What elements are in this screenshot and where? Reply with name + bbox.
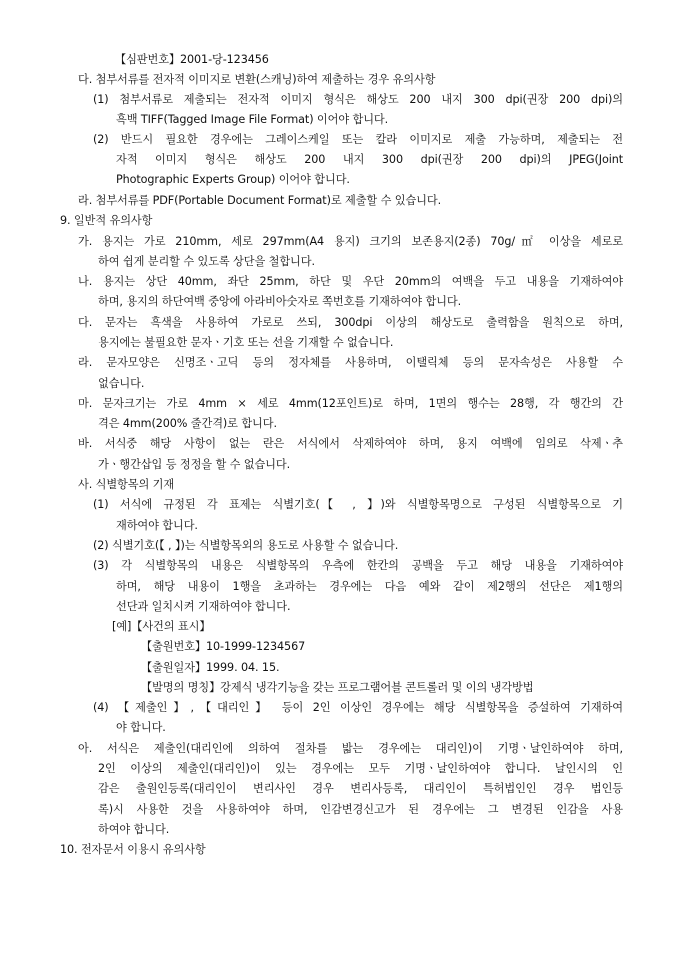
sub-item-2-line1: (2) 반드시 필요한 경우에는 그레이스케일 또는 칼라 이미지로 제출 가능하며, 제출되는 전 bbox=[93, 133, 623, 146]
sa-sub-3-line3: 선단과 일치시켜 기재하여야 합니다. bbox=[116, 600, 291, 613]
item-ma-line1: 마. 문자크기는 가로 4mm × 세로 4mm(12포인트)로 하며, 1면의 행수는 28행, 각 행간의 간 bbox=[78, 397, 623, 410]
item-ba-line2: 가ㆍ행간삽입 등 정정을 할 수 없습니다. bbox=[98, 458, 291, 471]
item-ra-pdf: 라. 첨부서류를 PDF(Portable Document Format)로 제출할 수 있습니다. bbox=[78, 194, 442, 207]
item-sa-heading: 사. 식별항목의 기재 bbox=[78, 478, 175, 491]
trial-number-line: 【심판번호】2001-당-123456 bbox=[115, 53, 269, 66]
sa-sub-4-line1: (4) 【제출인】,【대리인】 등이 2인 이상인 경우에는 해당 식별항목을 증설하여 기재하여 bbox=[93, 701, 623, 714]
item-a-line2: 2인 이상의 제출인(대리인)이 있는 경우에는 모두 기명ㆍ날인하여야 합니다. 날인시의 인 bbox=[98, 762, 623, 775]
item-a-line3: 감은 출원인등록(대리인이 변리사인 경우 변리사등록, 대리인이 특허법인인 경우 법인등 bbox=[98, 782, 623, 795]
item-a-line1: 아. 서식은 제출인(대리인에 의하여 절차를 밟는 경우에는 대리인)이 기명ㆍ날인하여야 하며, bbox=[78, 742, 623, 755]
section-10-heading: 10. 전자문서 이용시 유의사항 bbox=[60, 843, 206, 856]
example-invention-title: 【발명의 명칭】강제식 냉각기능을 갖는 프로그램어블 콘트롤러 및 이의 냉각방법 bbox=[141, 681, 534, 694]
item-da-line1: 다. 문자는 흑색을 사용하여 가로로 쓰되, 300dpi 이상의 해상도로 출력함을 원칙으로 하며, bbox=[78, 316, 623, 329]
item-ra-line2: 없습니다. bbox=[98, 377, 145, 390]
item-ba-line1: 바. 서식중 해당 사항이 없는 란은 서식에서 삭제하여야 하며, 용지 여백에 임의로 삭제ㆍ추 bbox=[78, 437, 623, 450]
sub-item-2-line2: 자적 이미지 형식은 해상도 200 내지 300 dpi(권장 200 dpi)의 JPEG(Joint bbox=[116, 153, 623, 166]
item-ma-line2: 격은 4mm(200% 줄간격)로 합니다. bbox=[98, 417, 277, 430]
item-a-line5: 하여야 합니다. bbox=[98, 823, 170, 836]
example-application-number: 【출원번호】10-1999-1234567 bbox=[141, 640, 306, 653]
sa-sub-1-line2: 재하여야 합니다. bbox=[116, 519, 198, 532]
example-application-date: 【출원일자】1999. 04. 15. bbox=[141, 661, 280, 674]
sa-sub-2: (2) 식별기호(【 , 】)는 식별항목외의 용도로 사용할 수 없습니다. bbox=[93, 539, 399, 552]
example-case-label: [예]【사건의 표시】 bbox=[112, 620, 211, 633]
item-a-line4: 록)시 사용한 것을 사용하여야 하며, 인감변경신고가 된 경우에는 그 변경된 인감을 사용 bbox=[98, 803, 623, 816]
sub-item-1-line2: 흑백 TIFF(Tagged Image File Format) 이어야 합니다. bbox=[116, 113, 389, 126]
sa-sub-1-line1: (1) 서식에 규정된 각 표제는 식별기호(【 , 】)와 식별항목명으로 구성된 식별항목으로 기 bbox=[93, 498, 623, 511]
item-ga-line2: 하여 쉽게 분리할 수 있도록 상단을 철합니다. bbox=[98, 255, 315, 268]
item-ga-line1: 가. 용지는 가로 210mm, 세로 297mm(A4 용지) 크기의 보존용지(2종) 70g/㎡ 이상을 세로로 bbox=[78, 235, 623, 248]
sub-item-1-line1: (1) 첨부서류로 제출되는 전자적 이미지 형식은 해상도 200 내지 300 dpi(권장 200 dpi)의 bbox=[93, 93, 623, 106]
sub-item-2-line3: Photographic Experts Group) 이어야 합니다. bbox=[116, 173, 350, 186]
section-9-heading: 9. 일반적 유의사항 bbox=[60, 214, 153, 227]
sa-sub-3-line1: (3) 각 식별항목의 내용은 식별항목의 우측에 한칸의 공백을 두고 해당 내용을 기재하여야 bbox=[93, 559, 623, 572]
item-da-heading: 다. 첨부서류를 전자적 이미지로 변환(스캐닝)하여 제출하는 경우 유의사항 bbox=[78, 73, 436, 86]
item-na-line1: 나. 용지는 상단 40mm, 좌단 25mm, 하단 및 우단 20mm의 여백을 두고 내용을 기재하여야 bbox=[78, 275, 623, 288]
item-na-line2: 하며, 용지의 하단여백 중앙에 아라비아숫자로 쪽번호를 기재하여야 합니다. bbox=[98, 295, 462, 308]
item-ra-line1: 라. 문자모양은 신명조ㆍ고딕 등의 정자체를 사용하며, 이탤릭체 등의 문자속성은 사용할 수 bbox=[78, 356, 623, 369]
item-da-line2: 용지에는 불필요한 문자ㆍ기호 또는 선을 기재할 수 없습니다. bbox=[98, 336, 394, 349]
sa-sub-4-line2: 야 합니다. bbox=[116, 721, 166, 734]
sa-sub-3-line2: 하며, 해당 내용이 1행을 초과하는 경우에는 다음 예와 같이 제2행의 선단은 제1행의 bbox=[116, 580, 623, 593]
